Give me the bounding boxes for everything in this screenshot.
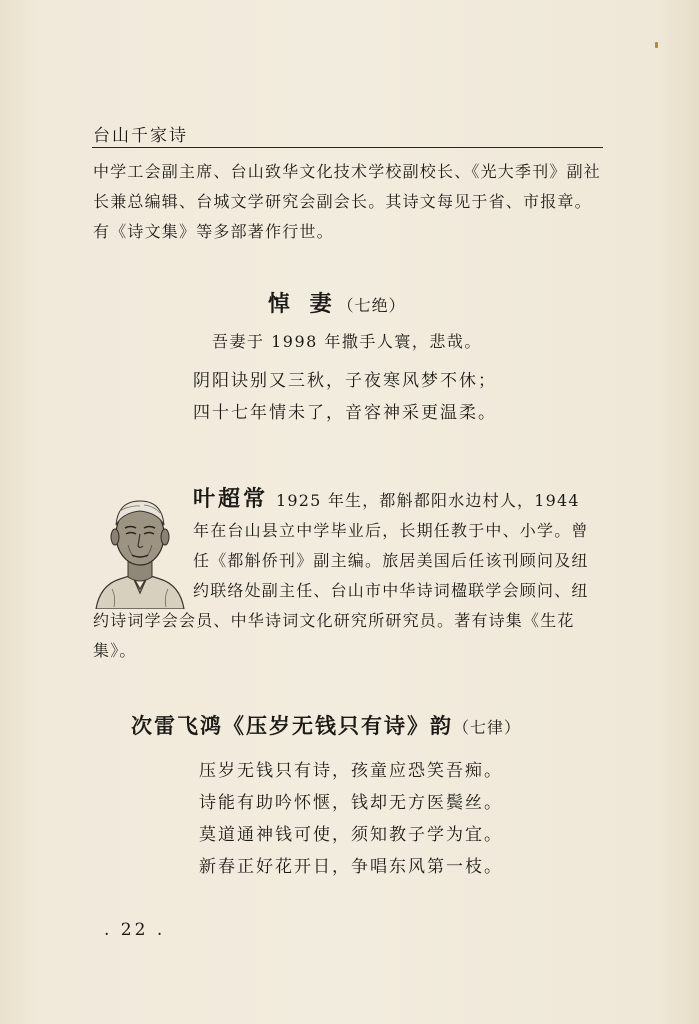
poem2-line-4: 新春正好花开日，争唱东风第一枝。: [199, 857, 503, 877]
portrait-space: [93, 485, 193, 597]
intro-paragraph: 中学工会副主席、台山致华文化技术学校副校长、《光大季刊》副社长兼总编辑、台城文学研究会副会长。其诗文每见于省、市报章。有《诗文集》等多部著作行世。: [93, 162, 602, 241]
poem2-line-3: 莫道通神钱可使，须知教子学为宜。: [199, 825, 503, 845]
page-number: . 22 .: [104, 920, 166, 940]
poem1-title: [268, 287, 406, 318]
poem2-line-1: 压岁无钱只有诗，孩童应恐笑吾痴。: [199, 761, 503, 781]
running-header: 台山千家诗: [93, 126, 188, 146]
author-bio: [93, 485, 603, 666]
header-rule: [92, 147, 603, 148]
author-name: 叶超常: [193, 487, 269, 512]
poem2-line-2: 诗能有助吟怀惬，钱却无方医鬓丝。: [199, 793, 503, 813]
poem1-form: （七绝）: [337, 296, 406, 315]
poem1-line-2: 四十七年情未了，音容神采更温柔。: [193, 403, 497, 423]
poem2-title-text: 次雷飞鸿《压岁无钱只有诗》韵: [131, 714, 453, 738]
author-bio-text: 1925 年生，都斛都阳水边村人，1944 年在台山县立中学毕业后，长期任教于中、小学。曾任《都斛侨刊》副主编。旅居美国后任该刊顾问及纽约联络处副主任、台山市中华诗词楹联学会顾问、纽约诗词学会会员、中华诗词文化研究所研究员。著有诗集《生花集》。: [93, 491, 589, 660]
poem2-form: （七律）: [453, 718, 522, 737]
poem2-title: [131, 710, 521, 740]
page-mark: [655, 42, 658, 48]
poem1-line-1: 阴阳诀别又三秋，子夜寒风梦不休；: [193, 371, 497, 391]
poem1-preface: 吾妻于 1998 年撒手人寰，悲哉。: [212, 332, 482, 351]
poem1-title-text: 悼 妻: [268, 292, 338, 317]
